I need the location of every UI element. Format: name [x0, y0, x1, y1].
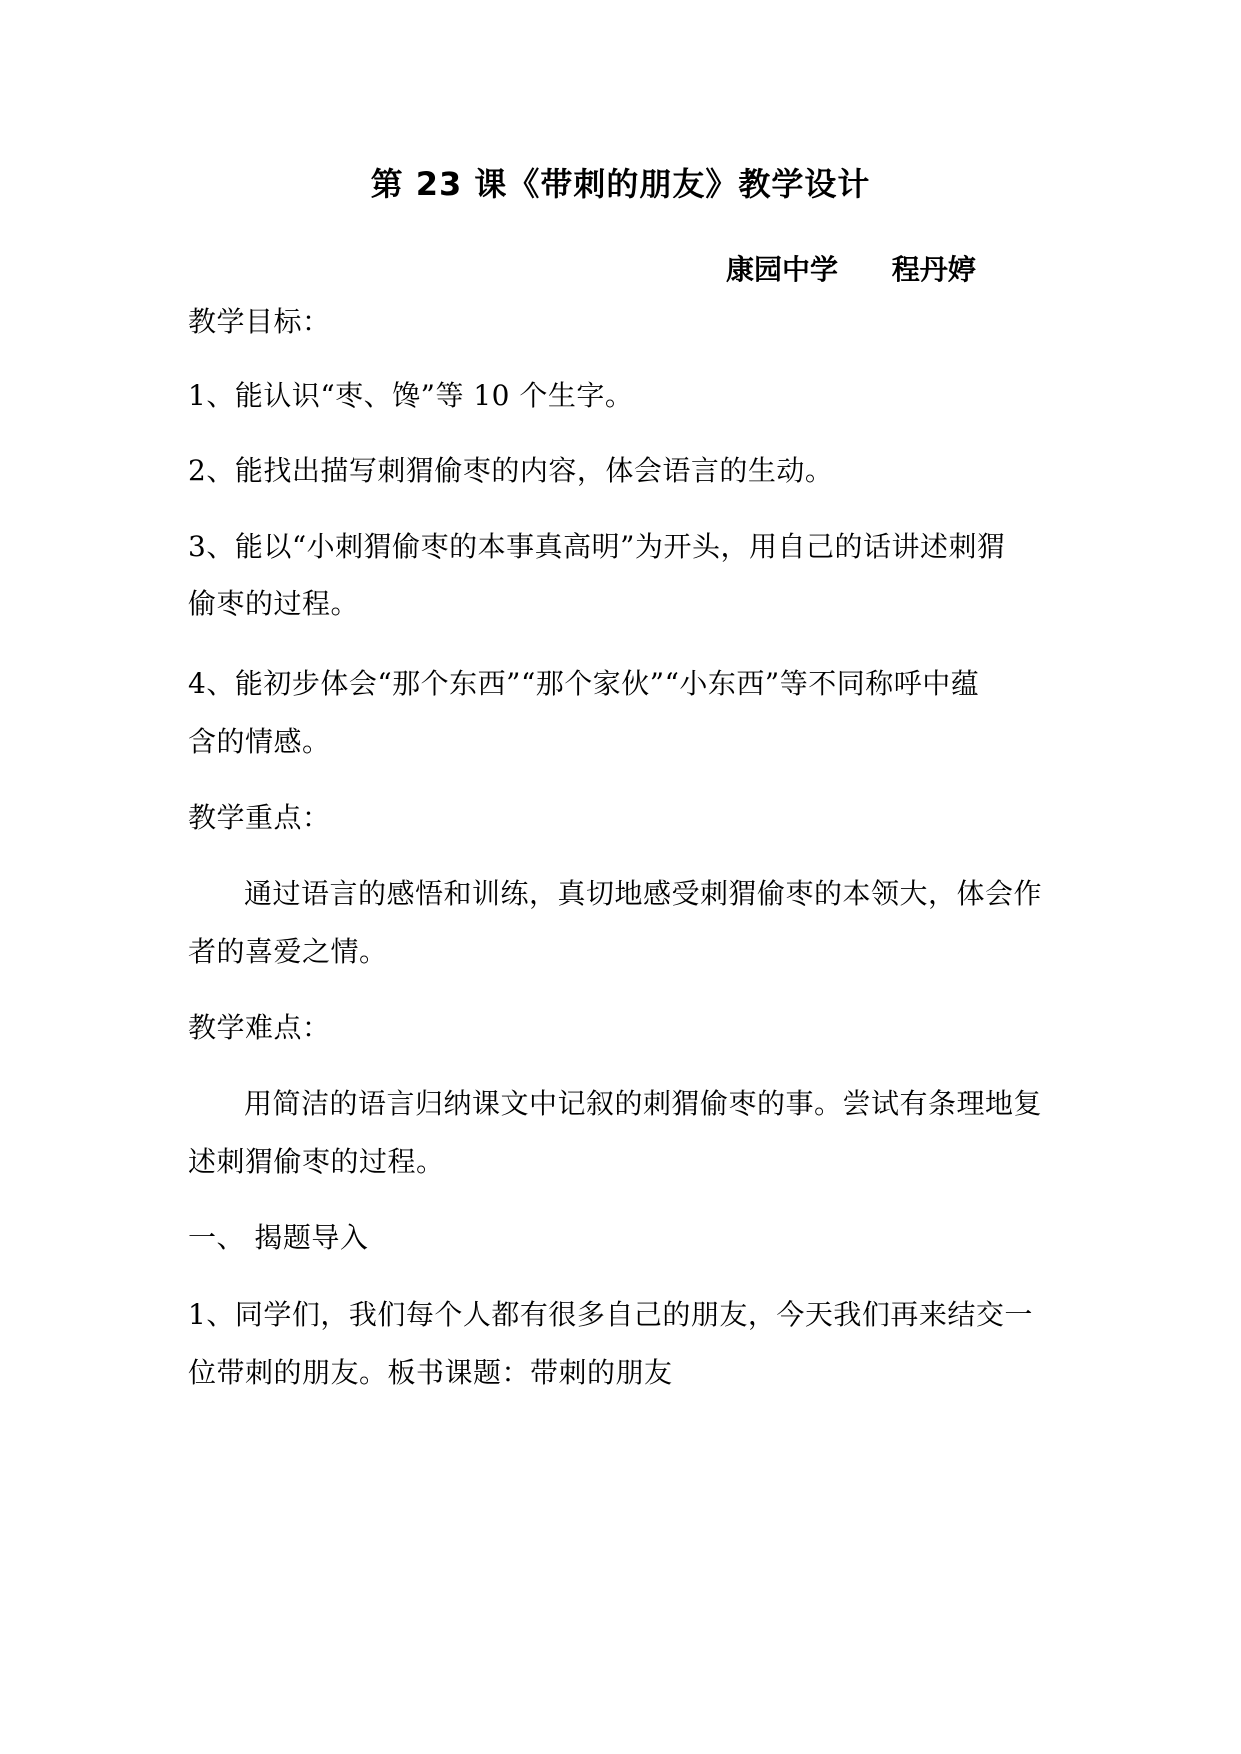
goal-line-3-cont: 偷枣的过程。: [188, 587, 360, 620]
key-line-2: 者的喜爱之情。: [188, 935, 388, 968]
key-line-1: 通过语言的感悟和训练，真切地感受刺猬偷枣的本领大，体会作: [244, 877, 1043, 910]
difficulty-line-1: 用简洁的语言归纳课文中记叙的刺猬偷枣的事。尝试有条理地复: [244, 1087, 1043, 1120]
step1-line-2: 位带刺的朋友。板书课题：带刺的朋友: [188, 1356, 673, 1389]
difficulty-heading: 教学难点：: [188, 1011, 331, 1044]
author-line: [726, 250, 976, 290]
goal-line-2: 2、能找出描写刺猬偷枣的内容，体会语言的生动。: [188, 454, 834, 487]
document-title: 第 23 课《带刺的朋友》教学设计: [370, 165, 871, 203]
goal-line-4: 4、能初步体会“那个东西”“那个家伙”“小东西”等不同称呼中蕴: [188, 667, 980, 700]
goal-line-4-cont: 含的情感。: [188, 725, 331, 758]
goal-line-1: 1、能认识“枣、馋”等 10 个生字。: [188, 379, 634, 412]
step1-line-1: 1、同学们，我们每个人都有很多自己的朋友，今天我们再来结交一: [188, 1298, 1033, 1331]
step1-heading: 一、 揭题导入: [188, 1221, 369, 1254]
goal-line-3: 3、能以“小刺猬偷枣的本事真高明”为开头，用自己的话讲述刺猬: [188, 530, 1006, 563]
difficulty-line-2: 述刺猬偷枣的过程。: [188, 1145, 445, 1178]
key-heading: 教学重点：: [188, 801, 331, 834]
author-school: 康园中学: [726, 253, 839, 286]
goals-heading: 教学目标：: [188, 305, 331, 338]
author-name: 程丹婷: [891, 253, 976, 286]
